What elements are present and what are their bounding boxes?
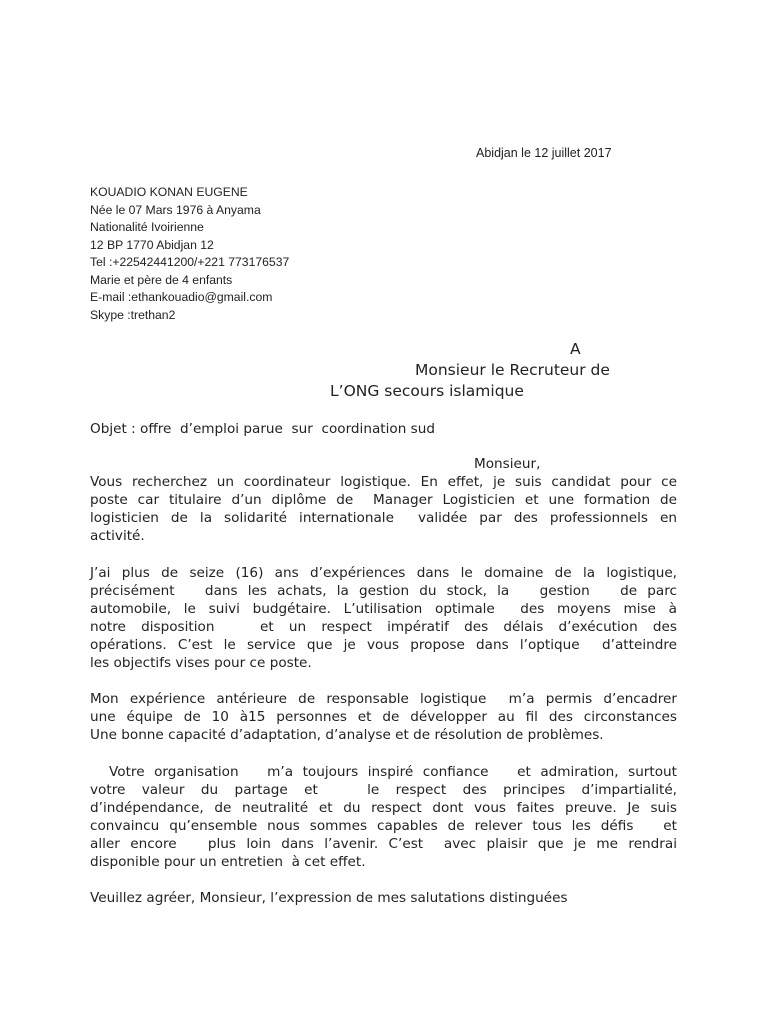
paragraph-line: disponible pour un entretien à cet effet. <box>90 854 366 870</box>
paragraph-line: opérations. C’est le service que je vous propose dans l’optique d’atteindre <box>90 637 677 653</box>
paragraph-3 <box>90 690 677 744</box>
sender-birth: Née le 07 Mars 1976 à Anyama <box>90 202 261 217</box>
paragraph-4 <box>90 763 677 871</box>
paragraph-line: d’indépendance, de neutralité et du respect dont vous faites preuve. Je suis <box>90 800 677 816</box>
sender-skype: Skype :trethan2 <box>90 307 176 322</box>
sender-address: 12 BP 1770 Abidjan 12 <box>90 237 214 252</box>
sender-name: KOUADIO KONAN EUGENE <box>90 185 248 199</box>
paragraph-line: J’ai plus de seize (16) ans d’expériences dans le domaine de la logistique, <box>90 565 677 581</box>
salutation: Monsieur, <box>474 456 541 472</box>
paragraph-line: les objectifs vises pour ce poste. <box>90 655 312 671</box>
closing-line: Veuillez agréer, Monsieur, l’expression de mes salutations distinguées <box>90 890 568 906</box>
paragraph-line: poste car titulaire d’un diplôme de Manager Logisticien et une formation de <box>90 492 677 508</box>
date-line: Abidjan le 12 juillet 2017 <box>476 146 612 160</box>
sender-block <box>90 184 289 324</box>
recipient-line-3: L’ONG secours islamique <box>330 382 524 400</box>
paragraph-line: Une bonne capacité d’adaptation, d’analyse et de résolution de problèmes. <box>90 727 604 743</box>
paragraph-line: Votre organisation m’a toujours inspiré confiance et admiration, surtout <box>90 764 677 780</box>
paragraph-line: convaincu qu’ensemble nous sommes capables de relever tous les défis et <box>90 818 677 834</box>
recipient-line-2: Monsieur le Recruteur de <box>415 361 610 379</box>
paragraph-line: notre disposition et un respect impératif des délais d’exécution des <box>90 619 677 635</box>
paragraph-line: Vous recherchez un coordinateur logistique. En effet, je suis candidat pour ce <box>90 474 677 490</box>
paragraph-line: aller encore plus loin dans l’avenir. C’est avec plaisir que je me rendrai <box>90 836 677 852</box>
paragraph-line: automobile, le suivi budgétaire. L’utilisation optimale des moyens mise à <box>90 601 677 617</box>
paragraph-line: votre valeur du partage et le respect des principes d’impartialité, <box>90 782 677 798</box>
paragraph-line: Mon expérience antérieure de responsable logistique m’a permis d’encadrer <box>90 691 677 707</box>
recipient-line-1: A <box>570 340 581 358</box>
sender-family: Marie et père de 4 enfants <box>90 272 233 287</box>
paragraph-line: précisément dans les achats, la gestion du stock, la gestion de parc <box>90 583 677 599</box>
sender-email: E-mail :ethankouadio@gmail.com <box>90 290 273 304</box>
paragraph-2 <box>90 564 677 672</box>
paragraph-1 <box>90 473 677 545</box>
sender-phone: Tel :+22542441200/+221 773176537 <box>90 255 290 269</box>
paragraph-line: activité. <box>90 528 145 544</box>
object-line: Objet : offre d’emploi parue sur coordination sud <box>90 421 435 437</box>
paragraph-line: une équipe de 10 à15 personnes et de développer au fil des circonstances <box>90 709 677 725</box>
paragraph-line: logisticien de la solidarité internationale validée par des professionnels en <box>90 510 677 526</box>
sender-nationality: Nationalité Ivoirienne <box>90 220 204 234</box>
